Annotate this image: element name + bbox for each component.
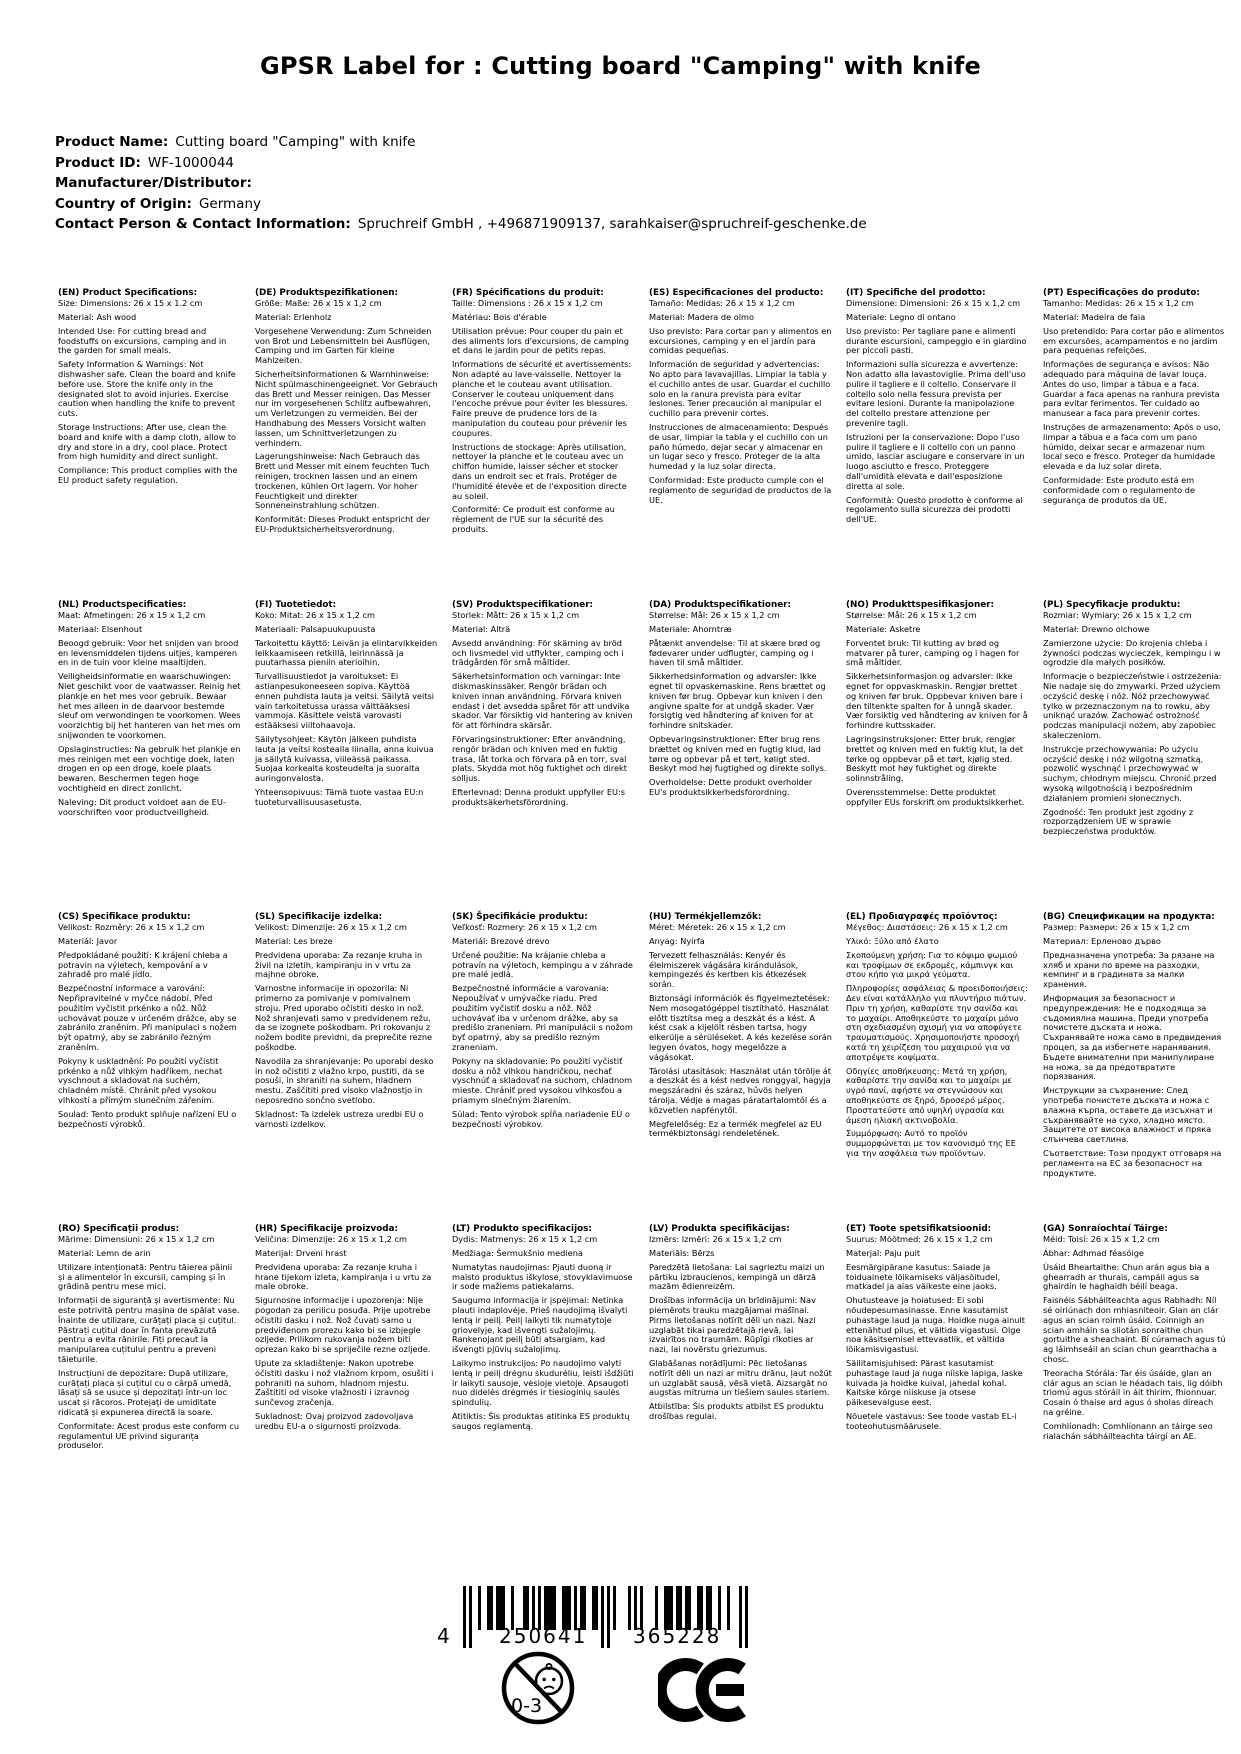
- spec-block-sv: [452, 600, 635, 912]
- spec-paragraph: Materiaal: Elsenhout: [58, 624, 143, 634]
- spec-paragraph: Съответствие: Този продукт отговаря на регламента на ЕС за безопасност на продуктите.: [1043, 1147, 1222, 1178]
- spec-paragraph: Informations de sécurité et avertissements: Non adapté au lave-vaisselle. Nettoyer la planche et le couteau avant utilisation. Conserver le couteau uniquement dans l'encoche prévue pour éviter les blessures. Faire preuve de prudence lors de la manipulation du couteau pour prévenir les coupures.: [452, 359, 632, 438]
- spec-paragraph: Mărime: Dimensiuni: 26 x 15 x 1,2 cm: [58, 1234, 215, 1245]
- spec-paragraph: Материал: Ерленово дърво: [1043, 936, 1161, 946]
- spec-paragraph: Predviđena uporaba: Za rezanje kruha i hrane tijekom izleta, kampiranja i u vrtu za male obroke.: [255, 1261, 432, 1292]
- spec-heading: (CS) Specifikace produktu:: [58, 912, 191, 922]
- spec-paragraph: Rozmiar: Wymiary: 26 x 15 x 1,2 cm: [1043, 610, 1192, 621]
- spec-paragraph: Velikost: Dimenzije: 26 x 15 x 1,2 cm: [255, 922, 407, 933]
- spec-paragraph: Zgodność: Ten produkt jest zgodny z rozporządzeniem UE w sprawie bezpieczeństwa produktów.: [1043, 806, 1194, 837]
- spec-paragraph: Izmērs: Izmēri: 26 x 15 x 1,2 cm: [649, 1234, 782, 1245]
- spec-heading: (SK) Špecifikácie produktu:: [452, 912, 588, 922]
- spec-paragraph: Předpokládané použití: K krájení chleba a potravin na výletech, kempování a v zahradě pro malé jídlo.: [58, 949, 228, 980]
- spec-block-fi: [255, 600, 438, 912]
- spec-block-el: [846, 912, 1029, 1224]
- spec-block-ro: [58, 1224, 241, 1536]
- spec-grid: [58, 288, 1226, 1536]
- spec-paragraph: Información de seguridad y advertencias: No apto para lavavajillas. Limpiar la tabla y el cuchillo antes de usar. Guardar el cuchillo solo en la ranura prevista para evitar lesiones. Tener precaución al manipular el cuchillo para prevenir cortes.: [649, 359, 831, 419]
- spec-paragraph: Ohutusteave ja hoiatused: Ei sobi nõudepesumasinasse. Enne kasutamist puhastage laud ja nuga. Hoidke nuga ainult ettenähtud pilus, et vältida vigastusi. Olge noa käsitsemisel ettevaatlik, et vältida lõikamisvigastusi.: [846, 1295, 1025, 1355]
- spec-heading: (BG) Спецификации на продукта:: [1043, 912, 1215, 922]
- product-id-label: Product ID:: [55, 154, 141, 171]
- country-value: Germany: [198, 195, 261, 212]
- spec-paragraph: Информация за безопасност и предупреждения: Не е подходяща за съдомиялна машина. Преди употреба почистете дъската и ножа. Съхранявайте ножа само в предвидения процеп, за да избегнете наранявания. Бъдете внимателни при манипулиране на ножа, за да предотвратите порязвания.: [1043, 992, 1222, 1082]
- spec-paragraph: Informazioni sulla sicurezza e avvertenze: Non adatto alla lavastoviglie. Prima dell'uso pulire il tagliere e il coltello. Conservare il coltello solo nella fessura prevista per evitare lesioni. Durante la manipolazione del coltello prestare attenzione per prevenire tagli.: [846, 359, 1026, 428]
- spec-paragraph: Atbilstība: Šis produkts atbilst ES produktu drošības regulai.: [649, 1401, 824, 1421]
- spec-block-it: [846, 288, 1029, 600]
- spec-heading: (HU) Termékjellemzők:: [649, 912, 762, 922]
- spec-paragraph: Skladnost: Ta izdelek ustreza uredbi EU o varnosti izdelkov.: [255, 1108, 424, 1129]
- product-name-label: Product Name:: [55, 134, 169, 150]
- manufacturer-label: Manufacturer/Distributor:: [55, 175, 252, 192]
- barcode-bar: [595, 1586, 598, 1630]
- spec-paragraph: Conformité: Ce produit est conforme au règlement de l'UE sur la sécurité des produits.: [452, 504, 615, 534]
- spec-block-lv: [649, 1224, 832, 1536]
- contact-row: [55, 214, 867, 235]
- spec-paragraph: Material: Madera de olmo: [649, 312, 755, 322]
- spec-paragraph: Conformitate: Acest produs este conform cu regulamentul UE privind siguranța produselor.: [58, 1420, 240, 1451]
- barcode-bar: [613, 1586, 616, 1630]
- spec-paragraph: Material: Lemn de arin: [58, 1248, 151, 1258]
- spec-paragraph: Materiāls: Bērzs: [649, 1248, 715, 1258]
- spec-paragraph: Yhteensopivuus: Tämä tuote vastaa EU:n tuoteturvallisuusasetusta.: [255, 786, 424, 807]
- spec-paragraph: Pokyny na skladovanie: Po použití vyčistiť dosku a nôž vlhkou handričkou, nechať vyschnúť a skladovať na suchom, chladnom mieste. Chrániť pred vysokou vlhkosťou a priamym slnečným žiarením.: [452, 1055, 633, 1105]
- spec-paragraph: Velikost: Rozměry: 26 x 15 x 1,2 cm: [58, 922, 205, 933]
- spec-block-pl: [1043, 600, 1226, 912]
- spec-paragraph: Megfelelőség: Ez a termék megfelel az EU termékbiztonsági rendeletének.: [649, 1118, 822, 1139]
- contact-label: Contact Person & Contact Information:: [55, 216, 351, 233]
- spec-paragraph: Atitiktis: Šis produktas atitinka ES produktų saugos reglamentą.: [452, 1410, 630, 1431]
- spec-paragraph: Lagerungshinweise: Nach Gebrauch das Brett und Messer mit einem feuchten Tuch reinigen, trocknen lassen und an einem trockenen, kühlen Ort lagern. Vor hoher Feuchtigkeit und direkter Sonneneinstrahlung schützen.: [255, 451, 430, 511]
- barcode-bar: [463, 1586, 466, 1648]
- spec-paragraph: Sukladnost: Ovaj proizvod zadovoljava uredbu EU-a o sigurnosti proizvoda.: [255, 1410, 414, 1431]
- spec-paragraph: Instrucciones de almacenamiento: Después de usar, limpiar la tabla y el cuchillo con un paño húmedo, dejar secar y almacenar en un lugar seco y fresco. Proteger de la alta humedad y la luz solar directa.: [649, 421, 829, 472]
- spec-paragraph: Sigurnosne informacije i upozorenja: Nije pogodan za perilicu posuđa. Prije upotrebe očistiti dasku i nož. Nož čuvati samo u predviđenom prorezu kako bi se izbjegle ozljede. Prilikom rukovanja nožem biti oprezan kako bi se spriječile rezne ozljede.: [255, 1295, 431, 1355]
- spec-block-sk: [452, 912, 635, 1224]
- spec-paragraph: Размер: Размери: 26 x 15 x 1,2 cm: [1043, 922, 1190, 933]
- spec-paragraph: Taille: Dimensions : 26 x 15 x 1,2 cm: [452, 298, 603, 309]
- spec-paragraph: Säilytysohjeet: Käytön jälkeen puhdista lauta ja veitsi kostealla liinalla, anna kuivua ja säilytä kuivassa, viileässä paikassa. Suojaa korkealta kosteudelta ja suoralta auringonvalosta.: [255, 733, 434, 784]
- spec-paragraph: Saugumo informacija ir įspėjimai: Netinka plauti indaplovėje. Prieš naudojimą išvalyti lentą ir peilį. Peilį laikyti tik numatytoje griovelyje, kad išvengti sužalojimų. Rankenojant peilį būti atsargiam, kad išvengti pjūvių sužalojimų.: [452, 1295, 628, 1355]
- spec-paragraph: Informações de segurança e avisos: Não adequado para máquina de lavar louça. Antes do uso, limpar a tábua e a faca. Guardar a faca apenas na ranhura prevista para evitar ferimentos. Ter cuidado ao manusear a faca para prevenir cortes.: [1043, 359, 1220, 419]
- spec-paragraph: Medžiaga: Šermukšnio mediena: [452, 1248, 583, 1258]
- barcode-bar: [490, 1586, 493, 1630]
- spec-paragraph: Conformidade: Este produto está em conformidade com o regulamento de segurança de produtos da UE.: [1043, 474, 1195, 505]
- spec-paragraph: Material: Ash wood: [58, 312, 137, 322]
- spec-block-sl: [255, 912, 438, 1224]
- spec-paragraph: Informații de siguranță și avertismente: Nu este potrivită pentru mașina de spălat vase. Înainte de utilizare, curățați placa și cuțitul. Păstrați cuțitul doar în fanta prevăzută pentru a evita rănirile. Fiți precaut la manipularea cuțitului pentru a preveni tăieturile.: [58, 1295, 240, 1364]
- page-title: GPSR Label for : Cutting board "Camping" with knife: [259, 52, 982, 80]
- barcode-bar: [745, 1586, 748, 1648]
- spec-paragraph: Instrukcje przechowywania: Po użyciu oczyścić deskę i nóż wilgotną szmatką, pozwolić wyschnąć i przechowywać w suchym, chłodnym miejscu. Chronić przed wysoką wilgotnością i bezpośrednim działaniem promieni słonecznych.: [1043, 743, 1217, 803]
- spec-paragraph: Turvallisuustiedot ja varoitukset: Ei astianpesukoneeseen sopiva. Käyttöä ennen puhdista lauta ja veitsi. Säilytä veitsi vain tarkoitetussa urassa välttääksesi vammoja. Käsittele veistä varovasti estääksesi viiltohaavoja.: [255, 671, 435, 731]
- spec-paragraph: Størrelse: Mål: 26 x 15 x 1,2 cm: [649, 610, 780, 621]
- spec-paragraph: Predvidena uporaba: Za rezanje kruha in živil na izletih, kampiranju in v vrtu za majhne obroke.: [255, 949, 423, 980]
- spec-paragraph: Μέγεθος: Διαστάσεις: 26 x 15 x 1,2 cm: [846, 922, 1008, 933]
- spec-paragraph: Υλικό: Ξύλο από έλατο: [846, 936, 939, 946]
- spec-block-bg: [1043, 912, 1226, 1224]
- ce-mark-icon: [658, 1653, 750, 1731]
- spec-block-en: [58, 288, 241, 600]
- spec-paragraph: Opbevaringsinstruktioner: Efter brug rens brættet og kniven med en fugtig klud, lad tørre og opbevar på et tørt, køligt sted. Beskyt mod høj fugtighed og direkte sollys.: [649, 733, 827, 774]
- spec-paragraph: Biztonsági információk és figyelmeztetések: Nem mosogatógéppel tisztítható. Használat előtt tisztítsa meg a deszkát és a kést. A kést csak a kijelölt résben tartsa, hogy elkerülje a sérüléseket. A kés kezelése során legyen óvatos, hogy megelőzze a vágásokat.: [649, 992, 832, 1062]
- spec-paragraph: Materiał: Drewno olchowe: [1043, 624, 1150, 634]
- spec-paragraph: Varnostne informacije in opozorila: Ni primerno za pomivanje v pomivalnem stroju. Pred uporabo očistiti desko in nož. Nož shranjevati samo v predvidenem režu, da se izognete poškodbam. Pri rokovanju z nožem bodite previdni, da preprečite rezne poškodbe.: [255, 983, 433, 1052]
- spec-paragraph: Overensstemmelse: Dette produktet oppfyller EUs forskrift om produktsikkerhet.: [846, 786, 1025, 807]
- spec-paragraph: Uso previsto: Per tagliare pane e alimenti durante escursioni, campeggio e in giardino per piccoli pasti.: [846, 325, 1027, 356]
- spec-paragraph: Säkerhetsinformation och varningar: Inte diskmaskinssäker. Rengör brädan och kniven innan användning. Förvara kniven endast i det avsedda spåret för att undvika skador. Var försiktig vid hantering av kniven för att förhindra skärsår.: [452, 671, 633, 731]
- spec-paragraph: Súlad: Tento výrobok spĺňa nariadenie EÚ o bezpečnosti výrobkov.: [452, 1108, 630, 1129]
- spec-paragraph: Uso pretendido: Para cortar pão e alimentos em excursões, acampamentos e no jardim para pequenas refeições.: [1043, 325, 1225, 356]
- barcode-bar: [607, 1586, 610, 1648]
- spec-paragraph: Méret: Méretek: 26 x 15 x 1,2 cm: [649, 922, 786, 933]
- spec-paragraph: Istruzioni per la conservazione: Dopo l'uso pulire il tagliere e il coltello con un panno umido, lasciar asciugare e conservare in un luogo asciutto e fresco. Proteggere dall'umidità elevata e dall'esposizione diretta al sole.: [846, 431, 1025, 491]
- spec-paragraph: Anyag: Nyírfa: [649, 936, 705, 946]
- spec-heading: (PT) Especificações do produto:: [1043, 288, 1200, 298]
- spec-block-hu: [649, 912, 832, 1224]
- spec-paragraph: Veiligheidsinformatie en waarschuwingen: Niet geschikt voor de vaatwasser. Reinig het plankje en het mes voor gebruik. Bewaar het mes alleen in de daarvoor bestemde sleuf om verwondingen te voorkomen. Wees voorzichtig bij het hanteren van het mes om snijwonden te voorkomen.: [58, 671, 241, 740]
- spec-block-pt: [1043, 288, 1226, 600]
- spec-paragraph: Tarkoitettu käyttö: Leivän ja elintarvikkeiden leikkaamiseen retkillä, leirinnässä ja puutarhassa pieniin aterioihin.: [255, 637, 438, 668]
- spec-paragraph: Storlek: Mått: 26 x 15 x 1,2 cm: [452, 610, 580, 621]
- spec-paragraph: Οδηγίες αποθήκευσης: Μετά τη χρήση, καθαρίστε την σανίδα και το μαχαίρι με υγρό πανί, αφήστε να στεγνώσουν και αποθηκεύστε σε ξηρό, δροσερό μέρος. Προστατεύστε από υψηλή υγρασία και άμεση ηλιακή ακτινοβολία.: [846, 1065, 1012, 1125]
- spec-paragraph: Instruções de armazenamento: Após o uso, limpar a tábua e a faca com um pano húmido, deixar secar e armazenar num local seco e fresco. Proteger da humidade elevada e da luz solar direta.: [1043, 421, 1221, 472]
- spec-paragraph: Upute za skladištenje: Nakon upotrebe očistiti dasku i nož vlažnom krpom, osušiti i pohraniti na suhom, hladnom mjestu. Zaštititi od visoke vlažnosti i izravnog sunčevog zračenja.: [255, 1357, 434, 1408]
- spec-paragraph: Bezpečnostné informácie a varovania: Nepoužívať v umývačke riadu. Pred použitím vyčistiť dosku a nôž. Nôž uchovávať iba v určenom drážke, aby sa predišlo zraneniam. Pri manipulácii s nožom byť opatrný, aby sa predišlo rezným zraneniam.: [452, 983, 633, 1052]
- spec-paragraph: Pokyny k uskladnění: Po použití vyčistit prkénko a nůž vlhkým hadříkem, nechat vyschnout a skladovat na suchém, chladném místě. Chránit před vysokou vlhkostí a přímým slunečním zářením.: [58, 1055, 223, 1105]
- spec-paragraph: Material: Madeira de faia: [1043, 312, 1146, 322]
- spec-paragraph: Sikkerhedsinformation og advarsler: Ikke egnet til opvaskemaskine. Rens brættet og kniven før brug. Opbevar kun kniven i den angivne spalte for at undgå skader. Vær forsigtig ved håndtering af kniven for at forhindre snitskader.: [649, 671, 826, 731]
- spec-paragraph: Koko: Mitat: 26 x 15 x 1,2 cm: [255, 610, 375, 621]
- spec-paragraph: Faisnéis Sábháilteachta agus Rabhadh: Níl sé oiriúnach don mhiasniteoir. Glan an clár agus an scian roimh úsáid. Coinnigh an scian amháin sa sliotán sonraithe chun gortuithe a sheachaint. Bí cúramach agus tú ag láimhseáil an scian chun gearrthacha a chosc.: [1043, 1295, 1226, 1364]
- spec-paragraph: Eesmärgipärane kasutus: Saiade ja toiduainete lõikamiseks väljasõitudel, matkadel ja aias väikeste eine jaoks.: [846, 1261, 1001, 1292]
- spec-heading: (SL) Specifikacije izdelka:: [255, 912, 383, 922]
- spec-paragraph: Laikymo instrukcijos: Po naudojimo valyti lentą ir peilį drėgnu skudurėliu, leisti išdžiūti ir laikyti sausoje, vėsioje vietoje. Apsaugoti nuo didelės drėgmės ir tiesioginių saulės spindulių.: [452, 1357, 634, 1408]
- spec-paragraph: Instructions de stockage: Après utilisation, nettoyer la planche et le couteau avec un chiffon humide, laisser sécher et stocker dans un endroit sec et frais. Protéger de l'humidité élevée et de l'exposition directe au soleil.: [452, 441, 627, 501]
- spec-paragraph: Vorgesehene Verwendung: Zum Schneiden von Brot und Lebensmitteln bei Ausflügen, Camping und im Garten für kleine Mahlzeiten.: [255, 325, 432, 366]
- age-warning-0-3-icon: [500, 1650, 576, 1730]
- spec-paragraph: Sicherheitsinformationen & Warnhinweise: Nicht spülmaschinengeeignet. Vor Gebrauch das Brett und Messer reinigen. Das Messer nur im vorgesehenen Schlitz aufbewahren, um Verletzungen zu vermeiden. Bei der Handhabung des Messers Vorsicht walten lassen, um Schnittverletzungen zu verhindern.: [255, 368, 438, 448]
- spec-paragraph: Påtænkt anvendelse: Til at skære brød og fødevarer under udflugter, camping og i haven til små måltider.: [649, 637, 821, 668]
- product-name-value: Cutting board "Camping" with knife: [175, 134, 416, 150]
- spec-heading: (FR) Spécifications du produit:: [452, 288, 604, 298]
- spec-heading: (LT) Produkto specifikacijos:: [452, 1224, 592, 1234]
- spec-paragraph: Veľkosť: Rozmery: 26 x 15 x 1,2 cm: [452, 922, 598, 933]
- spec-block-no: [846, 600, 1029, 912]
- spec-block-cs: [58, 912, 241, 1224]
- product-info: [55, 132, 867, 235]
- spec-paragraph: Méid: Toisí: 26 x 15 x 1,2 cm: [1043, 1234, 1160, 1245]
- barcode: [437, 1586, 757, 1652]
- country-row: [55, 194, 867, 215]
- product-name-row: [55, 132, 867, 153]
- spec-paragraph: Comhlíonadh: Comhlíonann an táirge seo rialachán sábháilteachta táirgí an AE.: [1043, 1420, 1213, 1441]
- spec-paragraph: Naleving: Dit product voldoet aan de EU-voorschriften voor productveiligheid.: [58, 796, 226, 817]
- spec-paragraph: Bezpečnostní informace a varování: Nepřipravitelné v myčce nádobí. Před použitím vyčistit prkénko a nůž. Nůž uchovávat pouze v určeném drážce, aby se zabránilo zraněním. Při manipulaci s nožem být opatrný, aby se zabránilo řezným zraněním.: [58, 983, 237, 1052]
- spec-paragraph: Intended Use: For cutting bread and foodstuffs on excursions, camping and in the garden for small meals.: [58, 325, 227, 356]
- spec-paragraph: Material: Les breze: [255, 936, 333, 946]
- spec-paragraph: Materiale: Ahorntræ: [649, 624, 732, 634]
- spec-paragraph: Numatytas naudojimas: Pjauti duoną ir maisto produktus iškylose, stovyklavimuose ir sode mažiems patiekalams.: [452, 1261, 633, 1292]
- spec-paragraph: Maat: Afmetingen: 26 x 15 x 1,2 cm: [58, 610, 206, 621]
- spec-block-fr: [452, 288, 635, 600]
- spec-paragraph: Soulad: Tento produkt splňuje nařízení EU o bezpečnosti výrobků.: [58, 1108, 237, 1129]
- spec-paragraph: Förvaringsinstruktioner: Efter användning, rengör brädan och kniven med en fuktig trasa, låt torka och förvara på en torr, sval plats. Skydda mot hög fuktighet och direkt solljus.: [452, 733, 627, 784]
- spec-paragraph: Dimensione: Dimensioni: 26 x 15 x 1,2 cm: [846, 298, 1021, 309]
- spec-paragraph: Utilisation prévue: Pour couper du pain et des aliments lors d'excursions, de camping et dans le jardin pour de petits repas.: [452, 325, 629, 356]
- spec-paragraph: Σκοπούμενη χρήση: Για το κόψιμο ψωμιού και τροφίμων σε εκδρομές, κάμπινγκ και στου κήπο για μικρά γεύματα.: [846, 949, 1018, 980]
- country-label: Country of Origin:: [55, 195, 192, 212]
- spec-paragraph: Suurus: Mõõtmed: 26 x 15 x 1,2 cm: [846, 1234, 993, 1245]
- spec-paragraph: Materjal: Paju puit: [846, 1248, 921, 1258]
- spec-paragraph: Beoogd gebruik: Voor het snijden van brood en levensmiddelen tijdens uitjes, kamperen en in de tuin voor kleine maaltijden.: [58, 637, 239, 668]
- spec-heading: (ET) Toote spetsifikatsioonid:: [846, 1224, 992, 1234]
- spec-paragraph: Tamanho: Medidas: 26 x 15 x 1,2 cm: [1043, 298, 1194, 309]
- product-id-row: [55, 153, 867, 174]
- spec-heading: (DA) Produktspecifikationer:: [649, 600, 792, 610]
- spec-paragraph: Lagringsinstruksjoner: Etter bruk, rengjør brettet og kniven med en fuktig klut, la det tørke og oppbevar på et tørt, kjølig sted. Beskytt mot høy fuktighet og direkte solinnstråling.: [846, 733, 1024, 784]
- spec-paragraph: Dydis: Matmenys: 26 x 15 x 1,2 cm: [452, 1234, 598, 1245]
- spec-heading: (FI) Tuotetiedot:: [255, 600, 337, 610]
- barcode-digits-group2: 365228: [633, 1624, 722, 1648]
- spec-paragraph: Säilitamisjuhised: Pärast kasutamist puhastage laud ja nuga niiske lapiga, laske kuivada ja hoidke kuival, jahedal kohal. Kaitske kõrge niiskuse ja otsese päikesevalguse eest.: [846, 1357, 1023, 1408]
- spec-paragraph: Tamaño: Medidas: 26 x 15 x 1,2 cm: [649, 298, 795, 309]
- spec-paragraph: Größe: Maße: 26 x 15 x 1,2 cm: [255, 298, 382, 309]
- spec-paragraph: Zamierzone użycie: Do krojenia chleba i żywności podczas wycieczek, kempingu i w ogrodzie dla małych posiłków.: [1043, 637, 1221, 668]
- spec-heading: (ES) Especificaciones del producto:: [649, 288, 824, 298]
- spec-paragraph: Materiale: Asketre: [846, 624, 921, 634]
- spec-paragraph: Navodila za shranjevanje: Po uporabi desko in nož očistiti z vlažno krpo, pustiti, da se posuši, in shraniti na suhem, hladnem mestu. Zaščititi pred visoko vlažnostjo in neposredno sončno svetlobo.: [255, 1055, 434, 1105]
- spec-paragraph: Konformität: Dieses Produkt entspricht der EU-Produktsicherheitsverordnung.: [255, 514, 430, 534]
- spec-paragraph: Veličina: Dimenzije: 26 x 15 x 1,2 cm: [255, 1234, 407, 1245]
- barcode-bar: [739, 1586, 742, 1648]
- spec-block-es: [649, 288, 832, 600]
- spec-block-da: [649, 600, 832, 912]
- spec-paragraph: Предназначена употреба: За рязане на хляб и храни по време на разходки, кемпинг и в градината за малки хранения.: [1043, 949, 1215, 990]
- product-id-value: WF-1000044: [147, 154, 234, 171]
- spec-heading: (NL) Productspecificaties:: [58, 600, 187, 610]
- age-warning-text: 0-3: [511, 1695, 543, 1717]
- spec-paragraph: Opslaginstructies: Na gebruik het plankje en mes reinigen met een vochtige doek, laten drogen en op een droge, koele plaats bewaren. Beschermen tegen hoge vochtigheid en direct zonlicht.: [58, 743, 241, 793]
- barcode-digits-group1: 250641: [499, 1624, 588, 1648]
- contact-value: Spruchreif GmbH , +496871909137, sarahkaiser@spruchreif-geschenke.de: [357, 216, 867, 233]
- spec-heading: (RO) Specificații produs:: [58, 1224, 180, 1234]
- spec-paragraph: Forventet bruk: Til kutting av brød og matvarer på turer, camping og i hagen for små måltider.: [846, 637, 1020, 668]
- spec-paragraph: Инструкции за съхранение: След употреба почистете дъската и ножа с влажна кърпа, оставете да изсъхнат и съхранявайте на сухо, хладно място. Защитете от висока влажност и пряка слънчева светлина.: [1043, 1085, 1213, 1145]
- spec-heading: (IT) Specifiche del prodotto:: [846, 288, 986, 298]
- spec-heading: (LV) Produkta specifikācijas:: [649, 1224, 790, 1234]
- manufacturer-row: [55, 173, 867, 194]
- spec-paragraph: Compliance: This product complies with the EU product safety regulation.: [58, 465, 238, 485]
- spec-heading: (DE) Produktspezifikationen:: [255, 288, 399, 298]
- spec-paragraph: Πληροφορίες ασφάλειας & προειδοποιήσεις: Δεν είναι κατάλληλο για πλυντήριο πιάτων. Πριν τη χρήση, καθαρίστε την σανίδα και το μαχαίρι. Αποθηκεύστε το μαχαίρι μόνο στη σχεδιασμένη σχισμή για να αποφύγετε τραυματισμούς. Χρησιμοποιήστε προσοχή κατά τη χειρίζεση του μαχαιριού για να αποτρέψετε κοψίματα.: [846, 983, 1029, 1062]
- spec-block-de: [255, 288, 438, 600]
- spec-paragraph: Efterlevnad: Denna produkt uppfyller EU:s produktsäkerhetsförordning.: [452, 786, 626, 807]
- barcode-bar: [727, 1586, 730, 1630]
- spec-paragraph: Nõuetele vastavus: See toode vastab EL-i tooteohutusmäärusele.: [846, 1410, 1017, 1431]
- spec-paragraph: Úsáid Bheartaithe: Chun arán agus bia a ghearradh ar thurais, campáil agus sa ghairdín le haghaidh béilí beaga.: [1043, 1261, 1210, 1292]
- spec-paragraph: Sikkerhetsinformasjon og advarsler: Ikke egnet for oppvaskmaskin. Rengjør brettet og kniven før bruk. Oppbevar kniven bare i den tiltenkte spalten for å unngå skader. Vær forsiktig ved håndtering av kniven for å forhindre kuttsskader.: [846, 671, 1028, 731]
- spec-block-nl: [58, 600, 241, 912]
- spec-paragraph: Matériau: Bois d'érable: [452, 312, 547, 322]
- spec-paragraph: Material: Erlenholz: [255, 312, 332, 322]
- spec-paragraph: Instrucțiuni de depozitare: După utilizare, curățați placa și cuțitul cu o cârpă umedă, lăsați să se usuce și depozitați într-un loc uscat și răcoros. Protejați de umiditate ridicată și expunerea directă la soare.: [58, 1367, 232, 1417]
- spec-paragraph: Material: Alträ: [452, 624, 511, 634]
- spec-block-hr: [255, 1224, 438, 1536]
- barcode-bar: [469, 1586, 472, 1648]
- spec-paragraph: Materiál: Brezové drevo: [452, 936, 550, 946]
- spec-paragraph: Materijal: Drveni hrast: [255, 1248, 347, 1258]
- spec-heading: (GA) Sonraíochtaí Táirge:: [1043, 1224, 1168, 1234]
- spec-heading: (NO) Produkttspesifikasjoner:: [846, 600, 995, 610]
- barcode-bar: [478, 1586, 481, 1630]
- spec-heading: (PL) Specyfikacje produktu:: [1043, 600, 1181, 610]
- spec-paragraph: Utilizare intenționată: Pentru tăierea pâinii și a alimentelor în excursii, camping și în grădină pentru mese mici.: [58, 1261, 233, 1292]
- spec-paragraph: Avsedd användning: För skärning av bröd och livsmedel vid utflykter, camping och i trädgården för små måltider.: [452, 637, 624, 668]
- spec-paragraph: Ábhar: Adhmad féasóige: [1043, 1248, 1144, 1258]
- spec-paragraph: Tárolási utasítások: Használat után törölje át a deszkát és a kést nedves ronggyal, hagyja megszáradni és száraz, hűvös helyen tárolja. Védje a magas páratartalomtól és a közvetlen napfénytől.: [649, 1065, 831, 1115]
- spec-paragraph: Treoracha Stórála: Tar éis úsáide, glan an clár agus an scian le héadach tais, lig dóibh triomú agus stóráil in áit thirim, fhionnuar. Cosain ó thaise ard agus ó sholas díreach na gréine.: [1043, 1367, 1223, 1417]
- spec-paragraph: Storage Instructions: After use, clean the board and knife with a damp cloth, allow to dry and store in a dry, cool place. Protect from high humidity and direct sunlight.: [58, 421, 237, 462]
- spec-block-et: [846, 1224, 1029, 1536]
- spec-paragraph: Tervezett felhasználás: Kenyér és élelmiszerek vágására kirándulások, kempingezés és kertben kis étkezések során.: [649, 949, 807, 990]
- spec-paragraph: Informacje o bezpieczeństwie i ostrzeżenia: Nie nadaje się do zmywarki. Przed użyciem oczyścić deskę i nóż. Nóż przechowywać tylko w przeznaczonym na to rowku, aby uniknąć urazów. Zachować ostrożność podczas manipulacji nożem, aby zapobiec skaleczeniom.: [1043, 671, 1222, 740]
- spec-paragraph: Glabāšanas norādījumi: Pēc lietošanas notīrīt dēli un nazi ar mitru drānu, ļaut nožūt un uzglabāt sausā, vēsā vietā. Aizsargāt no augstas mitruma un tiešiem saules stariem.: [649, 1357, 832, 1398]
- spec-heading: (SV) Produktspecifikationer:: [452, 600, 594, 610]
- spec-heading: (EN) Product Specifications:: [58, 288, 198, 298]
- barcode-bar: [628, 1586, 631, 1630]
- spec-paragraph: Paredzētā lietošana: Lai sagrieztu maizi un pārtiku izbraucienos, kempingā un dārzā mazām ēdienreizēm.: [649, 1261, 825, 1292]
- spec-paragraph: Uso previsto: Para cortar pan y alimentos en excursiones, camping y en el jardín para comidas pequeñas.: [649, 325, 832, 356]
- spec-paragraph: Safety Information & Warnings: Not dishwasher safe. Clean the board and knife before use. Store the knife only in the designated slot to avoid injuries. Exercise caution when handling the knife to prevent cuts.: [58, 359, 236, 419]
- spec-paragraph: Overholdelse: Dette produkt overholder EU's produktsikkerhedsforordning.: [649, 777, 813, 797]
- spec-paragraph: Určené použitie: Na krájanie chleba a potravín na výletoch, kempingu a v záhrade pre malé jedlá.: [452, 949, 633, 980]
- spec-paragraph: Materiál: Javor: [58, 936, 118, 946]
- spec-paragraph: Size: Dimensions: 26 x 15 x 1.2 cm: [58, 298, 203, 309]
- barcode-digit-prefix: 4: [437, 1624, 450, 1648]
- spec-paragraph: Conformidad: Este producto cumple con el reglamento de seguridad de productos de la UE.: [649, 474, 832, 505]
- spec-paragraph: Materiaali: Palsapuukupuusta: [255, 624, 376, 634]
- spec-paragraph: Drošības informācija un brīdinājumi: Nav piemērots trauku mazgājamai mašīnai. Pirms lietošanas notīrīt dēli un nazi. Nazi uzglabāt tikai paredzētajā rievā, lai izvairītos no traumām. Rūpīgi rīkoties ar nazi, lai novērstu griezumus.: [649, 1295, 816, 1355]
- spec-paragraph: Størrelse: Mål: 26 x 15 x 1,2 cm: [846, 610, 977, 621]
- spec-paragraph: Conformità: Questo prodotto è conforme al regolamento sulla sicurezza dei prodotti dell'UE.: [846, 494, 1023, 525]
- barcode-bar: [601, 1586, 604, 1648]
- spec-paragraph: Συμμόρφωση: Αυτό το προϊόν συμμορφώνεται με τον κανονισμό της ΕΕ για την ασφάλεια των προϊόντων.: [846, 1128, 1016, 1158]
- spec-block-lt: [452, 1224, 635, 1536]
- spec-heading: (EL) Προδιαγραφές προϊόντος:: [846, 912, 998, 922]
- spec-block-ga: [1043, 1224, 1226, 1536]
- spec-heading: (HR) Specifikacije proizvoda:: [255, 1224, 398, 1234]
- spec-paragraph: Materiale: Legno di ontano: [846, 312, 956, 322]
